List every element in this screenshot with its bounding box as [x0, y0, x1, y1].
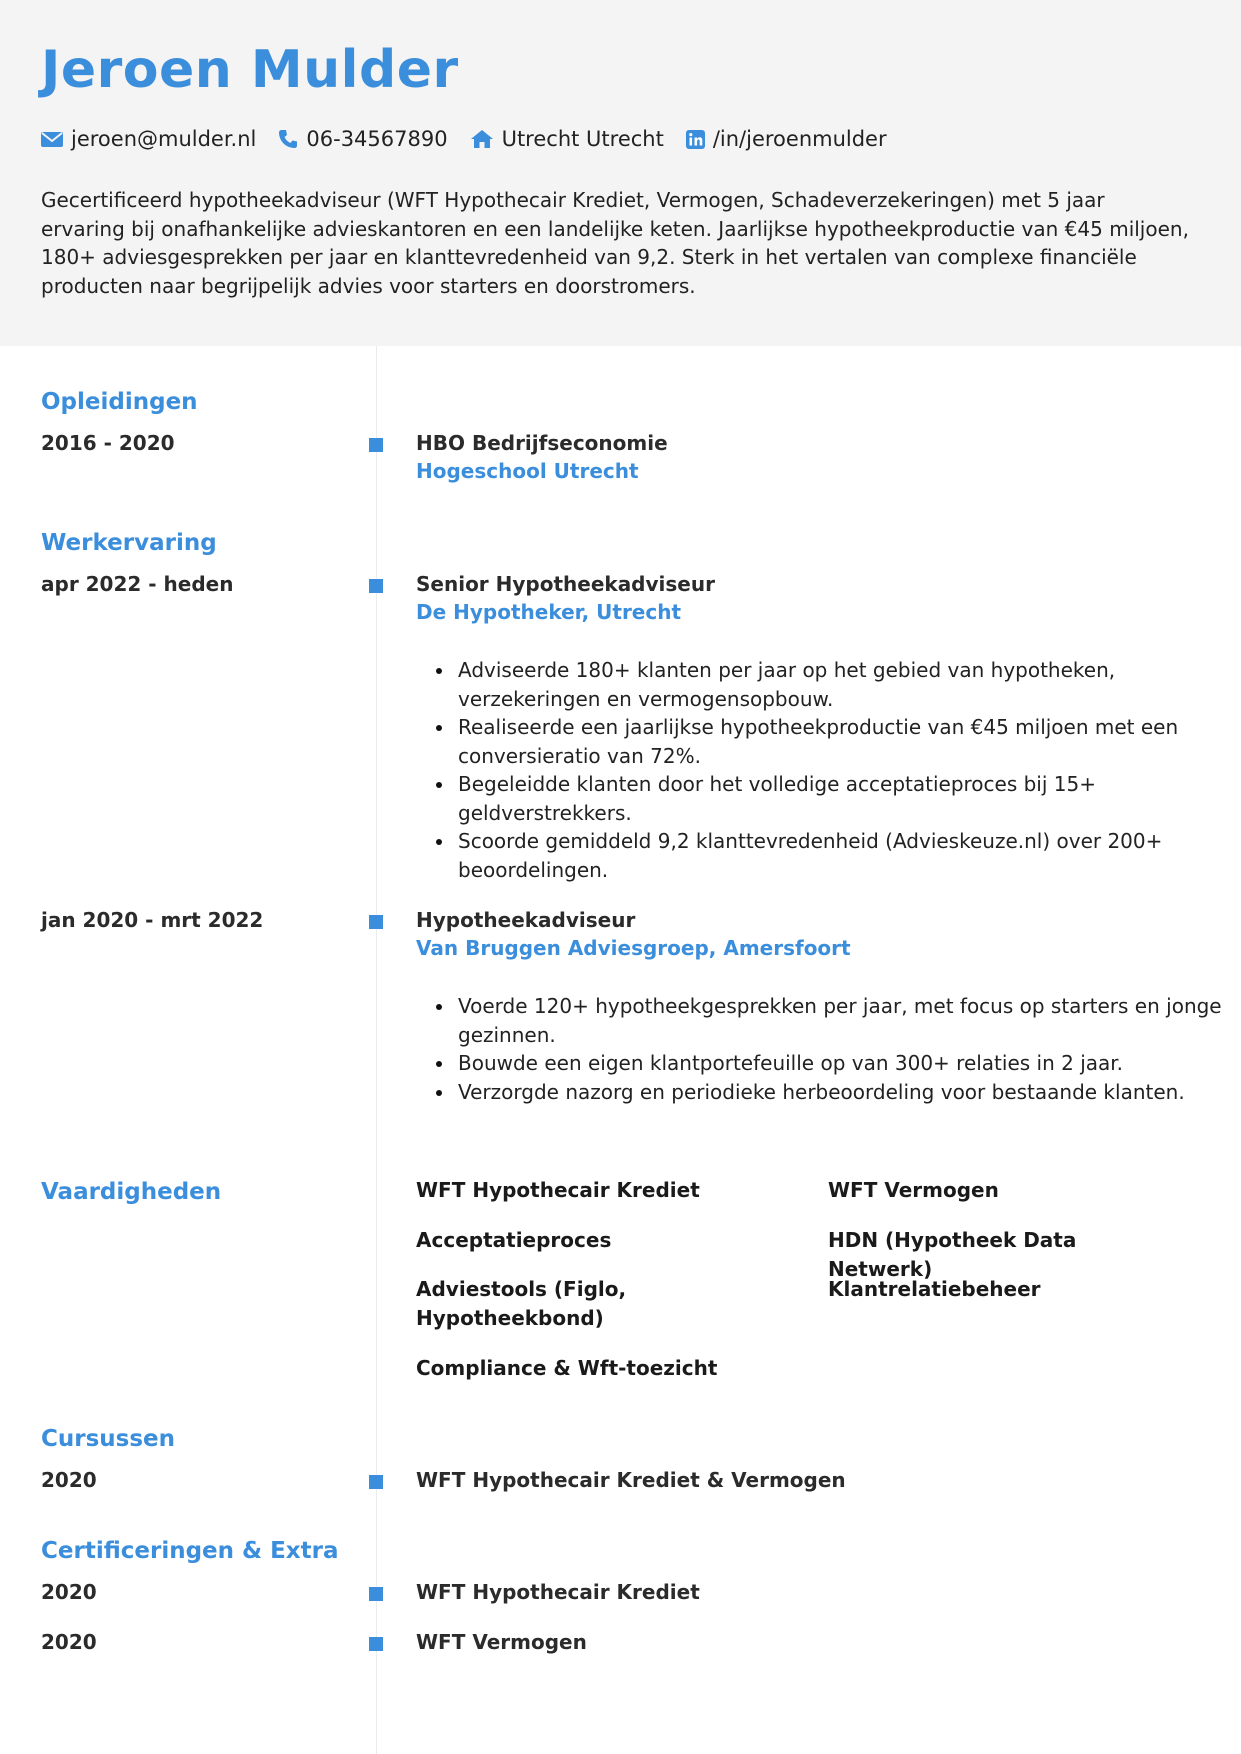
timeline-marker — [369, 1587, 383, 1601]
list-item: Scoorde gemiddeld 9,2 klanttevredenheid (Advieskeuze.nl) over 200+ beoordelingen. — [458, 827, 1228, 884]
timeline-marker — [369, 915, 383, 929]
job-achievements — [416, 992, 1228, 1106]
section-title-education: Opleidingen — [41, 389, 198, 415]
timeline-marker — [369, 438, 383, 452]
skill-item: Acceptatieproces — [416, 1228, 612, 1252]
location-text: Utrecht Utrecht — [501, 127, 664, 151]
email-text: jeroen@mulder.nl — [71, 127, 257, 151]
section-title-courses: Cursussen — [41, 1426, 176, 1452]
list-item: Adviseerde 180+ klanten per jaar op het gebied van hypotheken, verzekeringen en vermogensopbouw. — [458, 656, 1228, 713]
timeline-marker — [369, 1475, 383, 1489]
contact-location — [470, 127, 664, 151]
job-title: Senior Hypotheekadviseur — [416, 572, 715, 596]
skill-item: HDN (Hypotheek Data Netwerk) — [828, 1228, 1077, 1281]
skill-item: Compliance & Wft-toezicht — [416, 1356, 718, 1380]
education-degree: HBO Bedrijfseconomie — [416, 431, 668, 455]
skill-item: WFT Hypothecair Krediet — [416, 1178, 700, 1202]
certification-title: WFT Hypothecair Krediet — [416, 1580, 700, 1604]
home-icon — [470, 129, 502, 149]
list-item: Verzorgde nazorg en periodieke herbeoordeling voor bestaande klanten. — [458, 1078, 1228, 1107]
timeline-marker — [369, 1637, 383, 1651]
section-title-certifications: Certificeringen & Extra — [41, 1538, 339, 1564]
phone-icon — [278, 129, 306, 149]
list-item: Realiseerde een jaarlijkse hypotheekproductie van €45 miljoen met een conversieratio van 72%. — [458, 713, 1228, 770]
job-company: De Hypotheker, Utrecht — [416, 600, 682, 624]
certification-date: 2020 — [41, 1580, 97, 1604]
skill-item: Klantrelatiebeheer — [828, 1277, 1041, 1301]
phone-text: 06-34567890 — [306, 127, 448, 151]
header — [0, 0, 1241, 346]
section-title-experience: Werkervaring — [41, 530, 217, 556]
certification-title: WFT Vermogen — [416, 1630, 587, 1654]
job-title: Hypotheekadviseur — [416, 908, 636, 932]
list-item: Bouwde een eigen klantportefeuille op van 300+ relaties in 2 jaar. — [458, 1049, 1228, 1078]
contact-phone[interactable] — [278, 127, 447, 151]
certification-date: 2020 — [41, 1630, 97, 1654]
timeline-marker — [369, 579, 383, 593]
linkedin-icon — [686, 130, 713, 149]
contact-bar — [41, 127, 909, 151]
candidate-name: Jeroen Mulder — [41, 40, 459, 100]
job-date: apr 2022 - heden — [41, 572, 234, 596]
list-item: Begeleidde klanten door het volledige acceptatieproces bij 15+ geldverstrekkers. — [458, 770, 1228, 827]
skill-item: WFT Vermogen — [828, 1178, 999, 1202]
education-school: Hogeschool Utrecht — [416, 459, 639, 483]
contact-linkedin[interactable] — [686, 127, 887, 151]
profile-summary: Gecertificeerd hypotheekadviseur (WFT Hypothecair Krediet, Vermogen, Schadeverzekeringen) met 5 jaar ervaring bij onafhankelijke advieskantoren en een landelijke keten. Jaarlijkse hypotheekproductie van €45 miljoen, 180+ adviesgesprekken per jaar en klanttevredenheid van 9,2. Sterk in het vertalen van complexe financiële producten naar begrijpelijk advies voor starters en doorstromers. — [41, 188, 1189, 298]
job-company: Van Bruggen Adviesgroep, Amersfoort — [416, 936, 851, 960]
list-item: Voerde 120+ hypotheekgesprekken per jaar, met focus op starters en jonge gezinnen. — [458, 992, 1228, 1049]
contact-email[interactable] — [41, 127, 256, 151]
linkedin-text: /in/jeroenmulder — [712, 127, 887, 151]
course-title: WFT Hypothecair Krediet & Vermogen — [416, 1468, 846, 1492]
timeline-divider — [376, 346, 377, 1754]
education-date: 2016 - 2020 — [41, 431, 175, 455]
skill-item: Adviestools (Figlo, Hypotheekbond) — [416, 1277, 627, 1330]
envelope-icon — [41, 131, 71, 148]
section-title-skills: Vaardigheden — [41, 1179, 222, 1205]
job-date: jan 2020 - mrt 2022 — [41, 908, 264, 932]
course-date: 2020 — [41, 1468, 97, 1492]
job-achievements — [416, 656, 1228, 884]
